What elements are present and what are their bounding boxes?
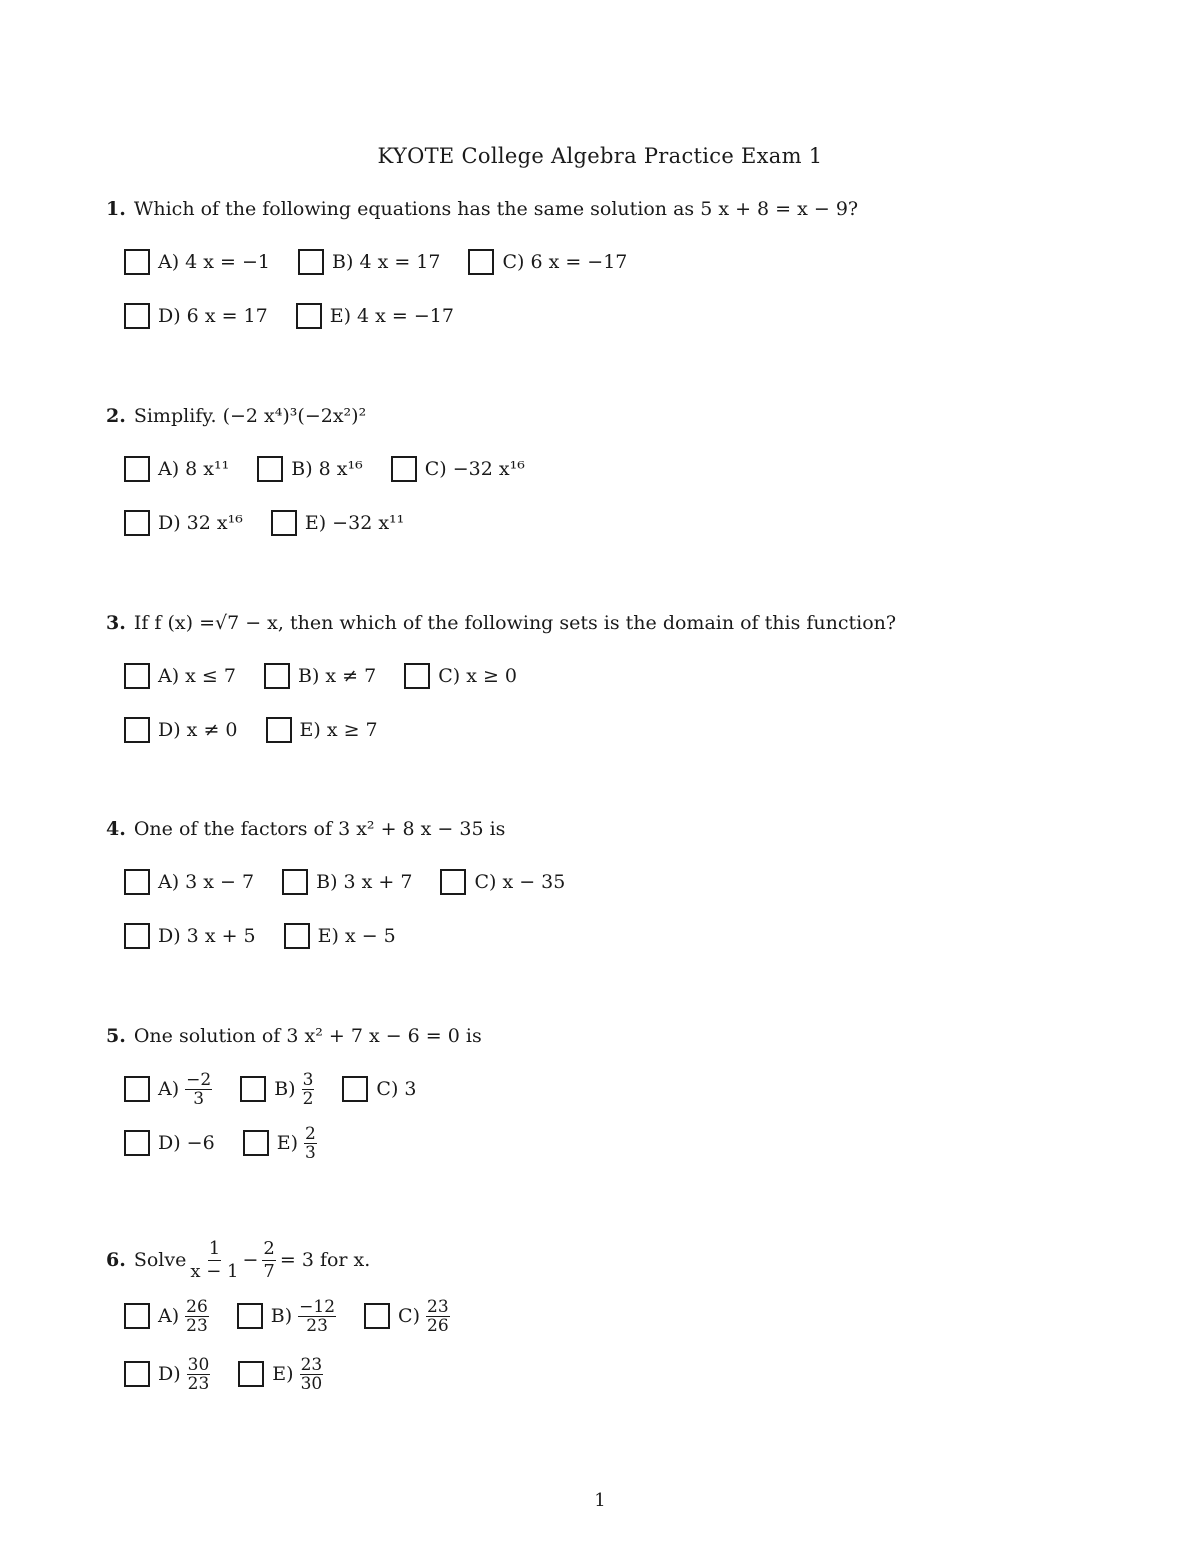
checkbox[interactable] <box>124 1303 150 1329</box>
question-2 <box>106 401 1106 543</box>
answer-options <box>124 449 1106 543</box>
checkbox[interactable] <box>124 923 150 949</box>
option-d[interactable]: D) 6 x = 17 <box>124 303 268 329</box>
checkbox[interactable] <box>266 717 292 743</box>
option-d[interactable]: D) 3 x + 5 <box>124 923 256 949</box>
option-e[interactable]: E) $\frac{2}{3}$ <box>243 1126 317 1161</box>
checkbox[interactable] <box>264 663 290 689</box>
question-number: 5. <box>106 1025 126 1047</box>
question-prompt: One of the factors of 3 x² + 8 x − 35 is <box>133 818 506 840</box>
fraction: $\frac{2}{3}$ <box>305 1123 316 1163</box>
fraction: $\frac{30}{23}$ <box>187 1354 210 1394</box>
checkbox[interactable] <box>124 869 150 895</box>
question-number: 2. <box>106 405 126 427</box>
checkbox[interactable] <box>391 456 417 482</box>
question-number: 6. <box>106 1249 126 1271</box>
option-c[interactable]: C) x ≥ 0 <box>404 663 517 689</box>
option-b[interactable]: B) $\frac{3}{2}$ <box>240 1072 314 1107</box>
checkbox[interactable] <box>243 1130 269 1156</box>
checkbox[interactable] <box>298 249 324 275</box>
checkbox[interactable] <box>124 1361 150 1387</box>
option-b[interactable]: B) 3 x + 7 <box>282 869 412 895</box>
checkbox[interactable] <box>404 663 430 689</box>
option-b[interactable]: B) $\frac{-12}{23}$ <box>237 1299 336 1334</box>
question-number: 4. <box>106 818 126 840</box>
option-c[interactable]: C) $\frac{23}{26}$ <box>364 1299 450 1334</box>
checkbox[interactable] <box>284 923 310 949</box>
question-4 <box>106 814 1106 956</box>
checkbox[interactable] <box>124 249 150 275</box>
checkbox[interactable] <box>124 303 150 329</box>
option-d[interactable]: D) −6 <box>124 1130 215 1156</box>
checkbox[interactable] <box>364 1303 390 1329</box>
checkbox[interactable] <box>468 249 494 275</box>
fraction: $\frac{26}{23}$ <box>186 1296 208 1336</box>
question-2-text <box>106 401 1106 431</box>
option-b[interactable]: B) 8 x¹⁶ <box>257 456 363 482</box>
question-1 <box>106 194 1106 336</box>
option-a[interactable]: A) 3 x − 7 <box>124 869 254 895</box>
option-e[interactable]: E) 4 x = −17 <box>296 303 454 329</box>
fraction: $\frac{23}{30}$ <box>300 1354 323 1394</box>
fraction: $\frac{-2}{3}$ <box>186 1069 212 1109</box>
fraction: $\frac{23}{26}$ <box>427 1296 449 1336</box>
checkbox[interactable] <box>238 1361 264 1387</box>
option-a[interactable]: A) 8 x¹¹ <box>124 456 229 482</box>
answer-options <box>124 1069 1106 1163</box>
answer-options <box>124 242 1106 336</box>
checkbox[interactable] <box>296 303 322 329</box>
option-d[interactable]: D) $\frac{30}{23}$ <box>124 1357 210 1392</box>
option-c[interactable]: C) −32 x¹⁶ <box>391 456 525 482</box>
option-b[interactable]: B) x ≠ 7 <box>264 663 376 689</box>
checkbox[interactable] <box>124 663 150 689</box>
question-5-text <box>106 1021 1106 1051</box>
checkbox[interactable] <box>440 869 466 895</box>
option-a[interactable]: A) $\frac{26}{23}$ <box>124 1299 209 1334</box>
question-prompt: Simplify. (−2 x⁴)³(−2x²)² <box>133 405 367 427</box>
question-3-text <box>106 608 1106 638</box>
checkbox[interactable] <box>237 1303 263 1329</box>
question-3 <box>106 608 1106 750</box>
answer-options <box>124 1296 1106 1394</box>
option-a[interactable]: A) x ≤ 7 <box>124 663 236 689</box>
option-e[interactable]: E) −32 x¹¹ <box>271 510 404 536</box>
checkbox[interactable] <box>240 1076 266 1102</box>
question-number: 3. <box>106 612 126 634</box>
option-c[interactable]: C) 3 <box>342 1076 416 1102</box>
option-d[interactable]: D) 32 x¹⁶ <box>124 510 243 536</box>
fraction: $\frac{3}{2}$ <box>302 1069 314 1109</box>
checkbox[interactable] <box>257 456 283 482</box>
checkbox[interactable] <box>124 717 150 743</box>
checkbox[interactable] <box>282 869 308 895</box>
question-1-text <box>106 194 1106 224</box>
option-e[interactable]: E) $\frac{23}{30}$ <box>238 1357 323 1392</box>
option-b[interactable]: B) 4 x = 17 <box>298 249 440 275</box>
checkbox[interactable] <box>124 1130 150 1156</box>
question-5 <box>106 1021 1106 1163</box>
question-number: 1. <box>106 198 126 220</box>
checkbox[interactable] <box>271 510 297 536</box>
option-e[interactable]: E) x − 5 <box>284 923 396 949</box>
checkbox[interactable] <box>124 456 150 482</box>
question-prompt: If f (x) =√7 − x, then which of the following sets is the domain of this function? <box>133 612 897 634</box>
checkbox[interactable] <box>342 1076 368 1102</box>
question-4-text <box>106 814 1106 844</box>
question-prompt: Solve <box>133 1249 187 1271</box>
option-c[interactable]: C) 6 x = −17 <box>468 249 627 275</box>
checkbox[interactable] <box>124 1076 150 1102</box>
option-e[interactable]: E) x ≥ 7 <box>266 717 378 743</box>
question-prompt: One solution of 3 x² + 7 x − 6 = 0 is <box>133 1025 482 1047</box>
answer-options <box>124 656 1106 750</box>
option-a[interactable]: A) 4 x = −1 <box>124 249 270 275</box>
question-6 <box>106 1232 1106 1394</box>
fraction: $\frac{1}{x - 1}$ <box>190 1237 239 1282</box>
answer-options <box>124 862 1106 956</box>
page-number: 1 <box>594 1490 606 1511</box>
question-6-text: 6. Solve $\frac{1}{x - 1}$ − $\frac{2}{7}$ = 3 for x. <box>106 1237 371 1282</box>
page-title: KYOTE College Algebra Practice Exam 1 <box>377 144 823 168</box>
fraction: $\frac{2}{7}$ <box>263 1237 275 1282</box>
question-prompt: Which of the following equations has the same solution as 5 x + 8 = x − 9? <box>133 198 859 220</box>
option-a[interactable]: A) $\frac{-2}{3}$ <box>124 1072 212 1107</box>
checkbox[interactable] <box>124 510 150 536</box>
option-d[interactable]: D) x ≠ 0 <box>124 717 238 743</box>
option-c[interactable]: C) x − 35 <box>440 869 565 895</box>
fraction: $\frac{-12}{23}$ <box>299 1296 336 1336</box>
